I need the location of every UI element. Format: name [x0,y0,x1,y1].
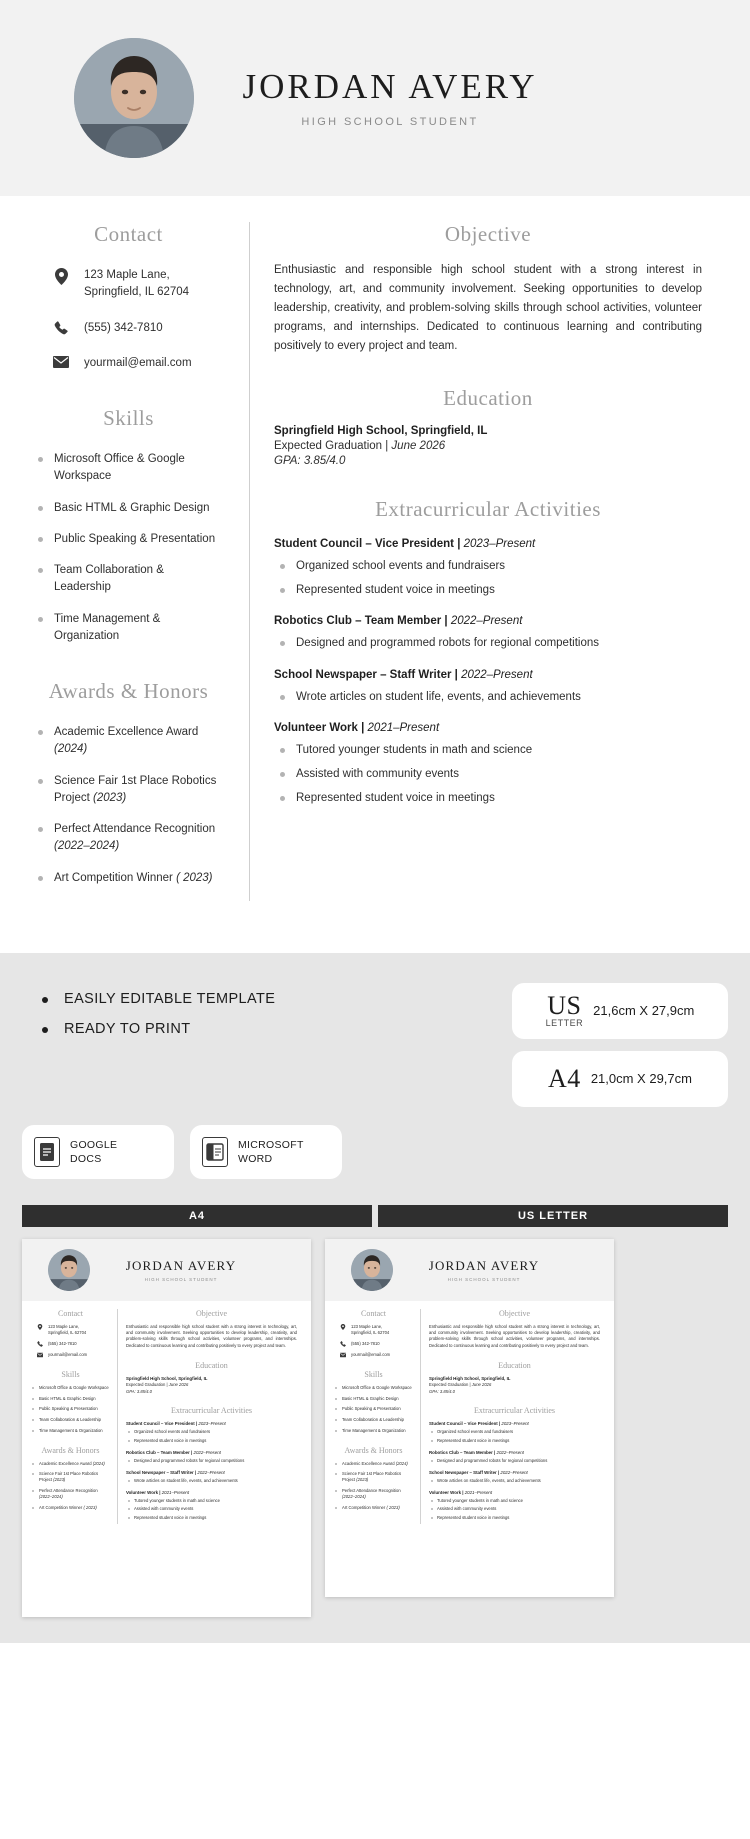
mini-body [325,1301,614,1524]
page-title: JORDAN AVERY [242,66,538,106]
list-item: Time Management & Organization [32,1428,109,1434]
list-item [32,1471,109,1483]
envelope-icon [35,1352,44,1358]
mini-education-entry [429,1376,600,1394]
avatar [351,1249,393,1291]
award-year: ( 2023) [386,1504,400,1510]
promo-top-row [22,983,728,1119]
app-label-line1: MICROSOFT [238,1138,304,1151]
mini-right-column [421,1309,614,1524]
mini-section-education: Education [195,1360,228,1370]
activity-title-text: Robotics Club – Team Member | [274,615,451,628]
award-year: (2023) [356,1477,369,1483]
activity-entry [274,615,702,652]
mini-contact-address [335,1324,412,1336]
mini-name-block [106,1258,256,1282]
phone-icon [48,320,74,335]
section-title-objective: Objective [444,222,532,246]
activity-entry [274,722,702,808]
mini-subtitle: HIGH SCHOOL STUDENT [144,1276,218,1282]
award-year: (2022–2024) [342,1493,366,1499]
list-item: Tutored younger students in math and science [126,1498,297,1504]
list-item: Assisted with community events [429,1506,600,1512]
award-year: (2024) [92,1460,105,1466]
resume-body [0,196,750,953]
education-graduation-date: June 2026 [168,1382,189,1388]
list-item [34,870,223,887]
mini-section-skills: Skills [61,1370,80,1380]
activity-dates: 2022–Present [450,615,523,628]
list-item: Microsoft Office & Google Workspace [32,1385,109,1391]
award-name: Perfect Attendance Recognition [54,823,216,835]
education-graduation [429,1382,600,1387]
education-graduation-date: June 2026 [471,1382,492,1388]
activity-bullets [274,689,702,706]
education-graduation-date: June 2026 [391,439,446,452]
size-dimension: 21,0cm X 29,7cm [590,1071,692,1087]
preview-bar-wrap [0,1201,750,1227]
list-item [335,1471,412,1483]
list-item [335,1488,412,1500]
mini-skills-list [32,1385,109,1433]
header-subtitle: HIGH SCHOOL STUDENT [301,116,479,129]
envelope-icon [48,355,74,368]
education-gpa: GPA: 3.85/4.0 [274,454,346,467]
section-title-skills: Skills [103,406,154,430]
list-item: Public Speaking & Presentation [34,531,223,548]
mini-title: JORDAN AVERY [428,1257,540,1273]
list-item [32,1488,109,1500]
award-name: Art Competition Winner [342,1504,387,1510]
activity-title-text: School Newspaper – Staff Writer | [274,668,462,681]
preview-label-a4: A4 [188,1209,206,1222]
award-year: (2023) [53,1477,66,1483]
list-item: Public Speaking & Presentation [335,1406,412,1412]
activity-dates: 2022–Present [193,1449,221,1455]
envelope-icon [338,1352,347,1358]
size-us-label [546,993,584,1028]
mini-phone-text: (555) 342-7810 [351,1340,380,1346]
preview-a4[interactable] [22,1239,311,1617]
mini-section-awards: Awards & Honors [41,1445,100,1455]
list-item: Public Speaking & Presentation [32,1406,109,1412]
activity-title-text: School Newspaper – Staff Writer | [126,1469,198,1475]
mini-section-activities: Extracurricular Activities [170,1405,253,1415]
list-item: Assisted with community events [274,766,702,783]
section-title-education: Education [443,385,533,410]
activity-bullets [429,1429,600,1444]
award-year: ( 2023) [176,871,213,884]
list-item: Time Management & Organization [335,1428,412,1434]
list-item: Basic HTML & Graphic Design [335,1396,412,1402]
activity-dates: 2023–Present [198,1420,226,1426]
list-item [34,724,223,759]
list-item: Represented student voice in meetings [126,1438,297,1444]
list-item: Team Collaboration & Leadership [34,562,223,597]
list-item: Represented student voice in meetings [274,790,702,807]
contact-phone [34,320,223,337]
activity-bullets [126,1498,297,1521]
activity-title [429,1450,600,1455]
header-name-block [240,68,540,129]
mini-contact-phone [32,1341,109,1347]
contact-email-text: yourmail@email.com [84,356,192,369]
award-name: Science Fair 1st Place Robotics Project [342,1471,402,1483]
list-item: Organized school events and fundraisers [274,558,702,575]
mini-contact-email [32,1352,109,1358]
activity-title [126,1450,297,1455]
education-school: Springfield High School, Springfield, IL [429,1375,511,1381]
activity-entry [429,1421,600,1444]
app-label [70,1138,117,1166]
activity-entry [429,1450,600,1464]
list-item: Basic HTML & Graphic Design [32,1396,109,1402]
mini-left-column [22,1309,118,1524]
education-gpa: GPA: 3.85/4.0 [429,1388,455,1394]
contact-address [34,267,223,302]
location-pin-icon [338,1324,347,1330]
activity-title-text: Student Council – Vice President | [274,537,464,550]
list-item: Team Collaboration & Leadership [335,1417,412,1423]
mini-education-entry [126,1376,297,1394]
activity-dates: 2022–Present [461,668,533,681]
activity-bullets [274,635,702,652]
list-item [335,1505,412,1511]
contact-phone-text: (555) 342-7810 [84,321,163,334]
size-dimension: 21,6cm X 27,9cm [593,1003,695,1019]
activity-entry [126,1421,297,1444]
list-item [34,773,223,808]
mini-contact-phone [335,1341,412,1347]
awards-list [34,724,223,887]
promo-app-row [22,1125,728,1179]
award-name: Science Fair 1st Place Robotics Project [54,774,217,804]
mini-phone-text: (555) 342-7810 [48,1340,77,1346]
activity-title-text: School Newspaper – Staff Writer | [429,1469,501,1475]
activity-bullets [274,558,702,600]
activity-title-text: Robotics Club – Team Member | [126,1449,194,1455]
award-name: Perfect Attendance Recognition [39,1487,98,1493]
education-graduation-label: Expected Graduation | [429,1382,472,1388]
mini-section-objective: Objective [498,1308,531,1318]
mini-address-text [351,1324,389,1336]
mini-address-text [48,1324,86,1336]
section-title-awards: Awards & Honors [48,679,209,703]
activity-bullets [429,1478,600,1484]
mini-header [325,1239,614,1301]
app-label-line2: DOCS [70,1152,102,1165]
objective-text: Enthusiastic and responsible high school student with a strong interest in technology, art, and community involvement. Seeking opportunities to develop leadership, creativity, and problem-solving skills through school activities, volunteer programs, and internships. Dedicated to continuous learning and contributing positively to every project and team. [274,264,702,352]
promo-feature-list [22,983,275,1051]
activity-bullets [126,1458,297,1464]
award-name: Academic Excellence Award [39,1460,93,1466]
mini-email-text: yourmail@email.com [351,1352,391,1358]
preview-thumbnails [0,1227,750,1643]
promo-section [0,953,750,1201]
mini-awards-list [335,1461,412,1511]
activity-dates: 2021–Present [161,1489,190,1495]
education-gpa: GPA: 3.85/4.0 [126,1388,152,1394]
award-name: Academic Excellence Award [342,1460,396,1466]
size-card-a4 [512,1051,728,1107]
activity-entry [126,1490,297,1521]
activity-title-text: Robotics Club – Team Member | [429,1449,497,1455]
activity-title [126,1421,297,1426]
activity-bullets [126,1478,297,1484]
list-item: Microsoft Office & Google Workspace [335,1385,412,1391]
size-big-text: US [547,991,582,1021]
skills-list [34,451,223,645]
phone-icon [35,1341,44,1347]
education-graduation [274,440,702,452]
location-pin-icon [35,1324,44,1330]
location-pin-icon [48,267,74,285]
resume-left-column [0,222,250,901]
mini-subtitle: HIGH SCHOOL STUDENT [447,1276,521,1282]
list-item: Represented student voice in meetings [126,1515,297,1521]
list-item: Organized school events and fundraisers [429,1429,600,1435]
education-graduation-label: Expected Graduation | [126,1382,169,1388]
award-year: (2024) [395,1460,408,1466]
mini-contact-email [335,1352,412,1358]
award-year: ( 2023) [83,1504,97,1510]
activity-title-text: Student Council – Vice President | [429,1420,502,1426]
app-card-microsoft-word[interactable] [190,1125,342,1179]
mini-right-column [118,1309,311,1524]
list-item: Designed and programmed robots for regional competitions [429,1458,600,1464]
activity-title-text: Volunteer Work | [126,1489,162,1495]
mini-section-education: Education [498,1360,531,1370]
activity-entry [429,1490,600,1521]
activity-title [274,615,702,627]
resume-header [0,0,750,196]
award-year: (2024) [54,743,88,756]
activity-entry [429,1470,600,1484]
award-name: Perfect Attendance Recognition [342,1487,401,1493]
mini-name-block [409,1258,559,1282]
list-item: Tutored younger students in math and science [429,1498,600,1504]
award-name: Science Fair 1st Place Robotics Project [39,1471,99,1483]
list-item: Assisted with community events [126,1506,297,1512]
size-big-text: A4 [548,1063,581,1093]
activity-title [274,669,702,681]
mini-section-objective: Objective [195,1308,228,1318]
address-line-2: Springfield, IL 62704 [84,286,190,299]
award-name: Academic Excellence Award [54,726,199,738]
list-item: Wrote articles on student life, events, and achievements [429,1478,600,1484]
activity-dates: 2023–Present [501,1420,529,1426]
avatar [74,38,194,158]
education-graduation [126,1382,297,1387]
activity-bullets [429,1498,600,1521]
activity-dates: 2021–Present [464,1489,493,1495]
list-item: Tutored younger students in math and science [274,742,702,759]
list-item: EASILY EDITABLE TEMPLATE [42,991,275,1007]
app-label-line2: WORD [238,1152,273,1165]
activity-dates: 2022–Present [500,1469,528,1475]
section-title-contact: Contact [94,222,163,246]
award-name: Art Competition Winner [54,871,177,884]
avatar [48,1249,90,1291]
address-line-1: 123 Maple Lane, [84,269,170,281]
activity-title [274,538,702,550]
google-docs-icon [34,1137,60,1167]
list-item: Represented student voice in meetings [429,1438,600,1444]
activity-title [429,1421,600,1426]
mini-body [22,1301,311,1524]
list-item: Basic HTML & Graphic Design [34,500,223,517]
microsoft-word-icon [202,1137,228,1167]
address-line-1: 123 Maple Lane, [48,1323,80,1329]
activity-title [126,1470,297,1475]
mini-header [22,1239,311,1301]
activity-dates: 2021–Present [367,721,440,734]
list-item: Represented student voice in meetings [429,1515,600,1521]
education-school: Springfield High School, Springfield, IL [274,424,488,437]
activity-title [429,1490,600,1495]
list-item [335,1461,412,1467]
address-line-1: 123 Maple Lane, [351,1323,383,1329]
mini-section-contact: Contact [58,1308,83,1318]
list-item: Represented student voice in meetings [274,582,702,599]
activity-entry [126,1450,297,1464]
contact-email [34,355,223,372]
mini-section-contact: Contact [361,1308,386,1318]
list-item: Designed and programmed robots for regional competitions [126,1458,297,1464]
list-item: Microsoft Office & Google Workspace [34,451,223,486]
activity-title [429,1470,600,1475]
activity-entry [126,1470,297,1484]
app-label-line1: GOOGLE [70,1138,118,1151]
activity-title-text: Student Council – Vice President | [126,1420,199,1426]
mini-title: JORDAN AVERY [125,1257,237,1273]
activity-title-text: Volunteer Work | [274,721,368,734]
activity-dates: 2023–Present [463,537,536,550]
activity-entry [274,669,702,706]
list-item: Team Collaboration & Leadership [32,1417,109,1423]
address-line-2: Springfield, IL 62704 [48,1329,87,1335]
resume-right-column [250,222,750,901]
preview-label-us-letter: US LETTER [517,1209,589,1222]
list-item [32,1505,109,1511]
activity-bullets [126,1429,297,1444]
education-entry [274,425,702,467]
list-item [34,821,223,856]
size-card-us-letter [512,983,728,1039]
activity-dates: 2022–Present [197,1469,225,1475]
education-graduation-label: Expected Graduation | [274,439,392,452]
list-item: Wrote articles on student life, events, and achievements [274,689,702,706]
promo-size-cards [512,983,728,1119]
size-sub-text: LETTER [545,1018,584,1029]
mini-contact-address [32,1324,109,1336]
list-item: Wrote articles on student life, events, and achievements [126,1478,297,1484]
preview-us-letter[interactable] [325,1239,614,1597]
mini-section-awards: Awards & Honors [344,1445,403,1455]
activity-bullets [274,742,702,808]
mini-section-activities: Extracurricular Activities [473,1405,556,1415]
activity-title [274,722,702,734]
activity-bullets [429,1458,600,1464]
activity-title [126,1490,297,1495]
list-item: READY TO PRINT [42,1021,275,1037]
mini-skills-list [335,1385,412,1433]
mini-awards-list [32,1461,109,1511]
phone-icon [338,1341,347,1347]
section-title-activities: Extracurricular Activities [375,496,601,521]
preview-bar [22,1205,728,1227]
mini-left-column [325,1309,421,1524]
contact-address-text [84,267,189,302]
address-line-2: Springfield, IL 62704 [351,1329,390,1335]
award-year: (2022–2024) [54,840,120,853]
activity-title-text: Volunteer Work | [429,1489,465,1495]
list-item: Organized school events and fundraisers [126,1429,297,1435]
award-name: Art Competition Winner [39,1504,84,1510]
mini-section-skills: Skills [364,1370,383,1380]
list-item: Time Management & Organization [34,611,223,646]
list-item [32,1461,109,1467]
list-item: Designed and programmed robots for regional competitions [274,635,702,652]
app-label [238,1138,304,1166]
app-card-google-docs[interactable] [22,1125,174,1179]
award-year: (2022–2024) [39,1493,63,1499]
award-year: (2023) [93,791,127,804]
education-school: Springfield High School, Springfield, IL [126,1375,208,1381]
mini-objective-text: Enthusiastic and responsible high school student with a strong interest in technology, art, and community involvement. Seeking opportunities to develop leadership, creativity, and problem-solving skills through school activities, volunteer programs, and internships. Dedicated to continuous learning and contributing positively to every project and team. [429,1323,600,1348]
mini-objective-text: Enthusiastic and responsible high school student with a strong interest in technology, art, and community involvement. Seeking opportunities to develop leadership, creativity, and problem-solving skills through school activities, volunteer programs, and internships. Dedicated to continuous learning and contributing positively to every project and team. [126,1323,297,1348]
activity-dates: 2022–Present [496,1449,524,1455]
mini-email-text: yourmail@email.com [48,1352,88,1358]
activity-entry [274,538,702,600]
